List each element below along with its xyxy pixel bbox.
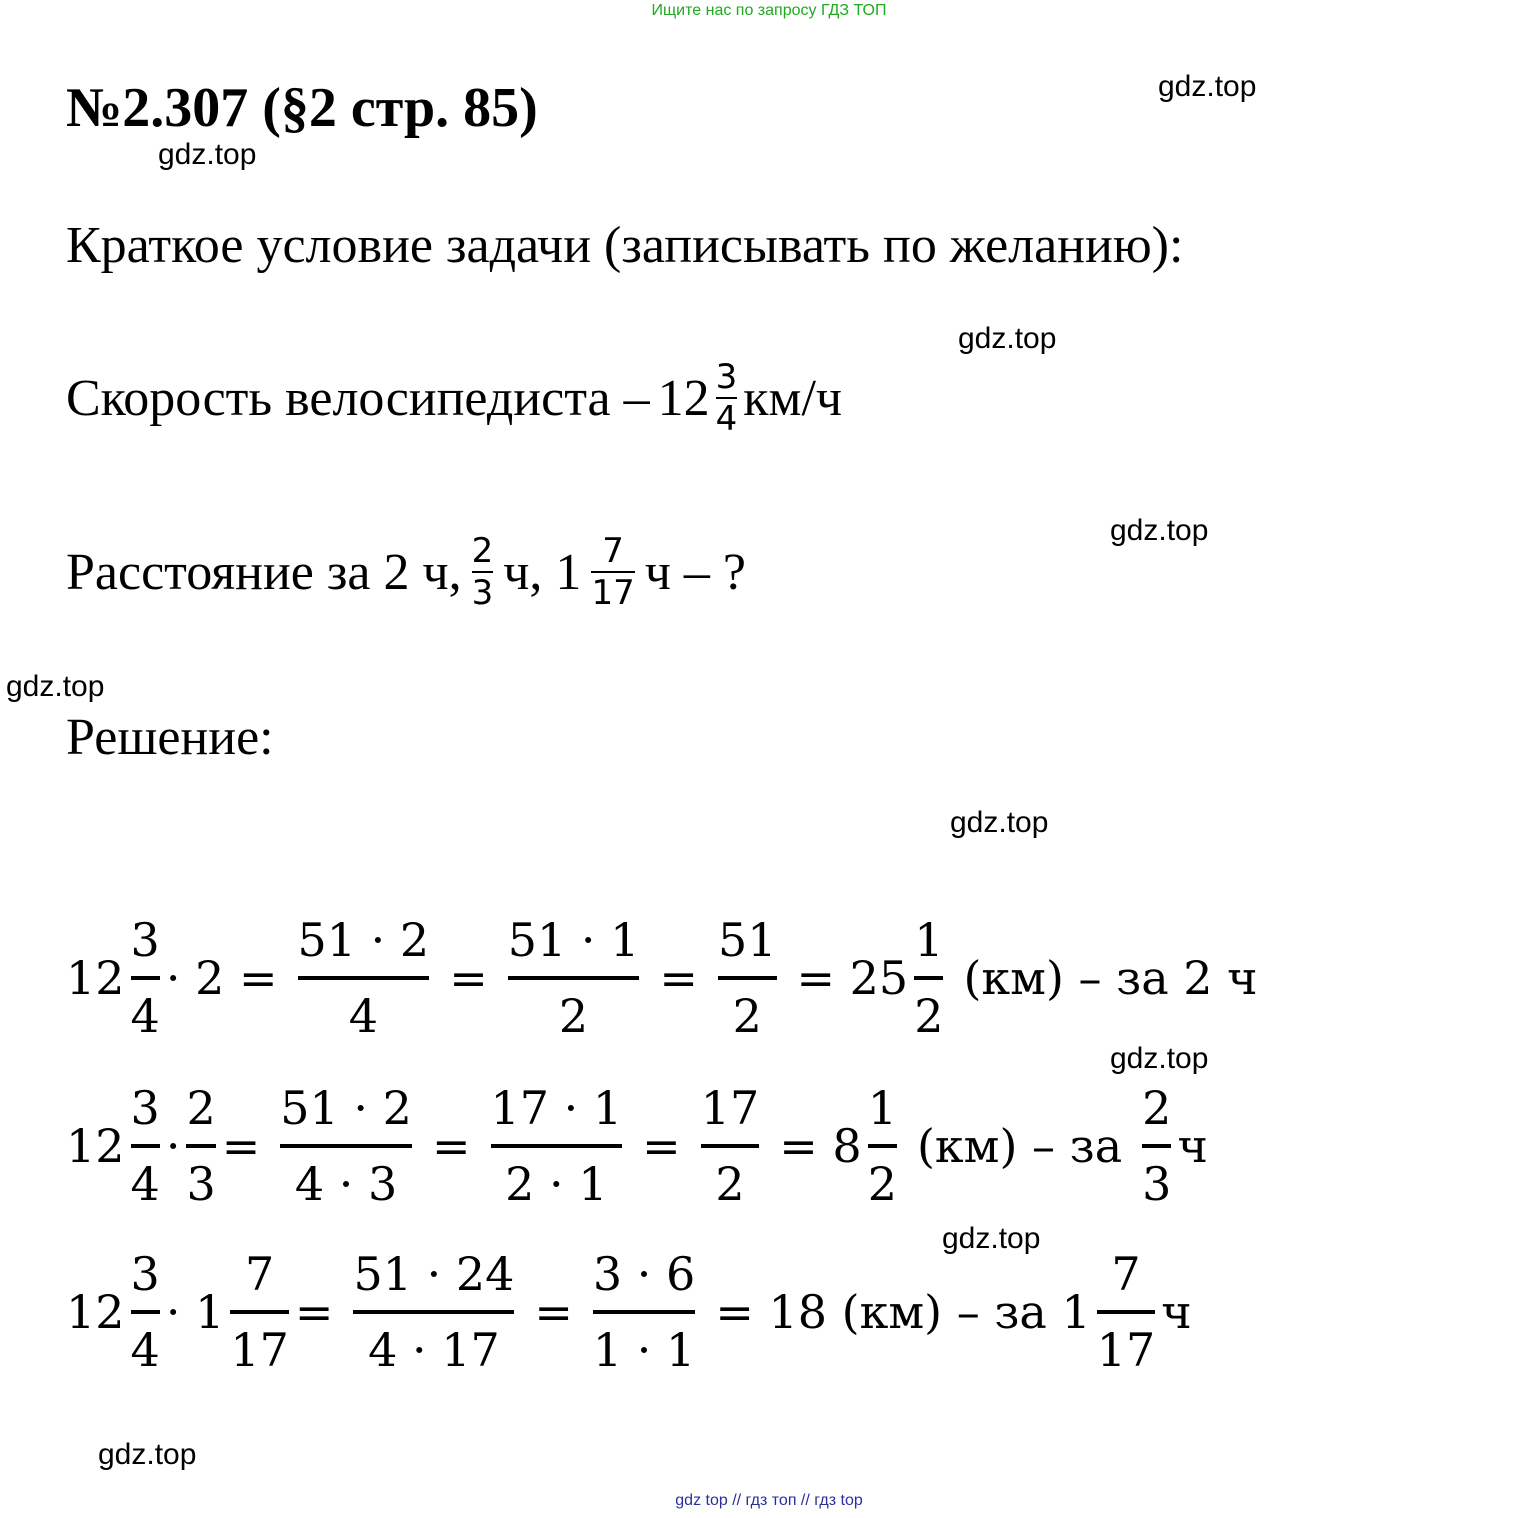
denominator: 3 xyxy=(471,573,494,613)
denominator: 17 xyxy=(591,573,635,613)
denominator: 17 xyxy=(1096,1323,1156,1377)
mixed-fraction xyxy=(131,1242,160,1382)
result-whole: = 25 xyxy=(796,951,909,1005)
numerator: 51 · 2 xyxy=(297,913,430,967)
result-tail: (км) – за xyxy=(916,1119,1123,1173)
denominator: 3 xyxy=(1142,1157,1172,1211)
denominator: 2 xyxy=(558,989,589,1043)
fraction-b xyxy=(491,1076,623,1216)
numerator: 7 xyxy=(602,531,624,571)
denominator: 2 · 1 xyxy=(505,1157,608,1211)
solution-heading: Решение: xyxy=(66,709,274,766)
fraction-a xyxy=(353,1242,514,1382)
speed-label: Скорость велосипедиста – xyxy=(66,369,650,427)
mixed-whole: 12 xyxy=(66,1285,125,1339)
denominator: 4 · 3 xyxy=(294,1157,398,1211)
denominator: 1 · 1 xyxy=(592,1323,696,1377)
distance-fraction-2 xyxy=(591,531,634,613)
fraction-a xyxy=(298,908,430,1048)
distance-separator: ч, 1 xyxy=(503,543,582,601)
footer-links: gdz top // гдз топ // гдз top xyxy=(675,1492,863,1509)
mixed-fraction xyxy=(131,908,160,1048)
fraction-b xyxy=(593,1242,695,1382)
time-unit: ч xyxy=(1161,1285,1192,1339)
numerator: 3 xyxy=(130,913,160,967)
denominator: 3 xyxy=(186,1157,216,1211)
result-tail: (км) – за 2 ч xyxy=(963,951,1258,1005)
distance-fraction-1 xyxy=(472,531,494,613)
numerator: 1 xyxy=(914,913,944,967)
distance-question: ч – ? xyxy=(644,543,746,601)
result-fraction xyxy=(914,908,943,1048)
watermark: gdz.top xyxy=(942,1222,1041,1255)
speed-denominator: 4 xyxy=(715,399,738,439)
multiplier: · 2 = xyxy=(165,951,278,1005)
numerator: 2 xyxy=(471,531,494,571)
numerator: 3 xyxy=(130,1081,160,1135)
time-fraction xyxy=(1142,1076,1171,1216)
denominator: 4 xyxy=(130,1323,160,1377)
condition-heading: Краткое условие задачи (записывать по желанию): xyxy=(66,217,1184,274)
numerator: 2 xyxy=(1142,1081,1172,1135)
denominator: 4 xyxy=(348,989,378,1043)
equation-2: 12 $\frac{3}{4}$ · $\frac{2}{3}$ = $\frac{51 \cdot 2}{4 \cdot 3}$ = $\frac{17 \cdot 1}{2 \cdot 1}$ = $\frac{17}{2}$ = 8 $\frac{1}{2}$ (км) – за $\frac{2}{3}$ ч xyxy=(66,1076,1208,1216)
denominator: 17 xyxy=(230,1323,289,1377)
numerator: 51 xyxy=(717,913,777,967)
numerator: 51 · 2 xyxy=(280,1081,412,1135)
numerator: 3 · 6 xyxy=(592,1247,696,1301)
watermark: gdz.top xyxy=(1158,70,1257,103)
equation-1: 12 $\frac{3}{4}$ · 2 = $\frac{51 \cdot 2}{4}$ = $\frac{51 \cdot 1}{2}$ = $\frac{51}{2}$ = 25 $\frac{1}{2}$ (км) – за 2 ч xyxy=(66,908,1258,1048)
multiplier-fraction xyxy=(186,1076,215,1216)
numerator: 3 xyxy=(130,1247,160,1301)
time-fraction xyxy=(1097,1242,1156,1382)
numerator: 17 xyxy=(700,1081,760,1135)
watermark: gdz.top xyxy=(958,322,1057,355)
equation-3: 12 $\frac{3}{4}$ · 1 $\frac{7}{17}$ = $\frac{51 \cdot 24}{4 \cdot 17}$ = $\frac{3 \cdot 6}{1 \cdot 1}$ = 18 (км) – за 1 $\frac{7}{17}$ ч xyxy=(66,1242,1192,1382)
speed-line xyxy=(66,352,842,444)
distance-label: Расстояние за 2 ч, xyxy=(66,543,462,601)
numerator: 1 xyxy=(867,1081,897,1135)
numerator: 7 xyxy=(1111,1247,1141,1301)
numerator: 2 xyxy=(186,1081,216,1135)
numerator: 51 · 24 xyxy=(353,1247,515,1301)
denominator: 2 xyxy=(914,989,944,1043)
mixed-fraction xyxy=(131,1076,160,1216)
fraction-c xyxy=(718,908,777,1048)
result-text: = 18 (км) – за 1 xyxy=(715,1285,1091,1339)
numerator: 51 · 1 xyxy=(507,913,640,967)
distance-line xyxy=(66,522,746,622)
multiplier-fraction xyxy=(230,1242,289,1382)
denominator: 4 xyxy=(130,989,160,1043)
watermark: gdz.top xyxy=(1110,1042,1209,1075)
fraction-b xyxy=(508,908,640,1048)
result-fraction xyxy=(868,1076,897,1216)
denominator: 2 xyxy=(732,989,762,1043)
denominator: 4 · 17 xyxy=(368,1323,500,1377)
multiply-sign: · xyxy=(165,1119,181,1173)
watermark: gdz.top xyxy=(98,1438,197,1471)
search-hint-banner: Ищите нас по запросу ГДЗ ТОП xyxy=(651,2,887,19)
speed-unit: км/ч xyxy=(743,369,843,427)
speed-whole: 12 xyxy=(657,369,710,427)
numerator: 7 xyxy=(244,1247,275,1301)
numerator: 17 · 1 xyxy=(490,1081,623,1135)
denominator: 2 xyxy=(715,1157,745,1211)
problem-title: №2.307 (§2 стр. 85) xyxy=(66,77,538,139)
multiplier-whole: · 1 xyxy=(165,1285,225,1339)
denominator: 2 xyxy=(867,1157,897,1211)
time-unit: ч xyxy=(1177,1119,1208,1173)
mixed-whole: 12 xyxy=(66,1119,125,1173)
speed-numerator: 3 xyxy=(715,357,738,397)
fraction-a xyxy=(280,1076,412,1216)
mixed-whole: 12 xyxy=(66,951,125,1005)
fraction-c xyxy=(701,1076,760,1216)
watermark: gdz.top xyxy=(950,806,1049,839)
denominator: 4 xyxy=(130,1157,160,1211)
speed-fraction xyxy=(716,357,738,439)
watermark: gdz.top xyxy=(6,670,105,703)
result-whole: = 8 xyxy=(779,1119,862,1173)
watermark: gdz.top xyxy=(1110,514,1209,547)
watermark: gdz.top xyxy=(158,138,257,171)
